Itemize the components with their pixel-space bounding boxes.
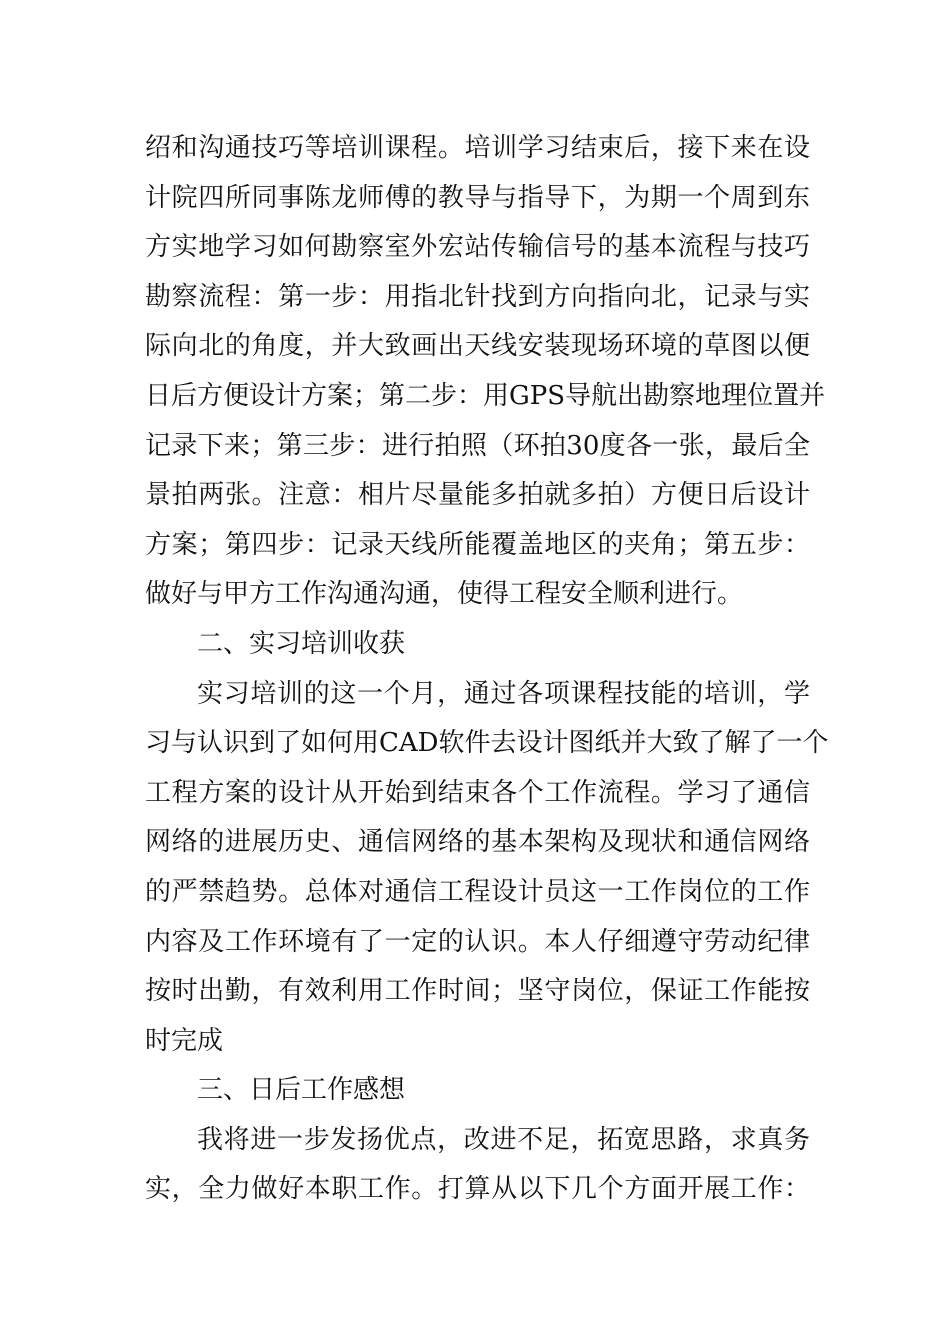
text-line: 计院四所同事陈龙师傅的教导与指导下，为期一个周到东 bbox=[145, 182, 810, 213]
text-line: 日后方便设计方案；第二步：用GPS导航出勘察地理位置并 bbox=[145, 380, 826, 411]
paragraph-training-process bbox=[145, 124, 826, 620]
text-line: 做好与甲方工作沟通沟通，使得工程安全顺利进行。 bbox=[145, 579, 744, 610]
text-line: 时完成 bbox=[145, 1025, 224, 1056]
text-line: 网络的进展历史、通信网络的基本架构及现状和通信网络 bbox=[145, 827, 810, 858]
paragraph-future-thoughts bbox=[145, 1116, 810, 1215]
text-line: 内容及工作环境有了一定的认识。本人仔细遵守劳动纪律 bbox=[145, 926, 810, 957]
document-body bbox=[145, 124, 829, 1215]
text-line: 方案；第四步：记录天线所能覆盖地区的夹角；第五步： bbox=[145, 529, 810, 560]
text-line: 工程方案的设计从开始到结束各个工作流程。学习了通信 bbox=[145, 777, 810, 808]
text-line: 记录下来；第三步：进行拍照（环拍30度各一张，最后全 bbox=[145, 430, 810, 461]
section-heading: 三、日后工作感想 bbox=[197, 1075, 406, 1106]
paragraph-training-gains bbox=[145, 670, 829, 1067]
text-line: 的严禁趋势。总体对通信工程设计员这一工作岗位的工作 bbox=[145, 876, 810, 907]
text-line: 方实地学习如何勘察室外宏站传输信号的基本流程与技巧 bbox=[145, 232, 810, 263]
text-line: 景拍两张。注意：相片尽量能多拍就多拍）方便日后设计 bbox=[145, 480, 810, 511]
text-line: 习与认识到了如何用CAD软件去设计图纸并大致了解了一个 bbox=[145, 728, 829, 759]
text-line: 我将进一步发扬优点，改进不足，拓宽思路，求真务 bbox=[197, 1124, 810, 1155]
section-heading: 二、实习培训收获 bbox=[197, 628, 406, 659]
text-line: 际向北的角度，并大致画出天线安装现场环境的草图以便 bbox=[145, 331, 810, 362]
text-line: 实，全力做好本职工作。打算从以下几个方面开展工作： bbox=[145, 1174, 810, 1205]
text-line: 实习培训的这一个月，通过各项课程技能的培训，学 bbox=[197, 678, 810, 709]
text-line: 绍和沟通技巧等培训课程。培训学习结束后，接下来在设 bbox=[145, 133, 810, 163]
text-line: 勘察流程：第一步：用指北针找到方向指向北，记录与实 bbox=[145, 281, 810, 312]
text-line: 按时出勤，有效利用工作时间；坚守岗位，保证工作能按 bbox=[145, 976, 810, 1007]
